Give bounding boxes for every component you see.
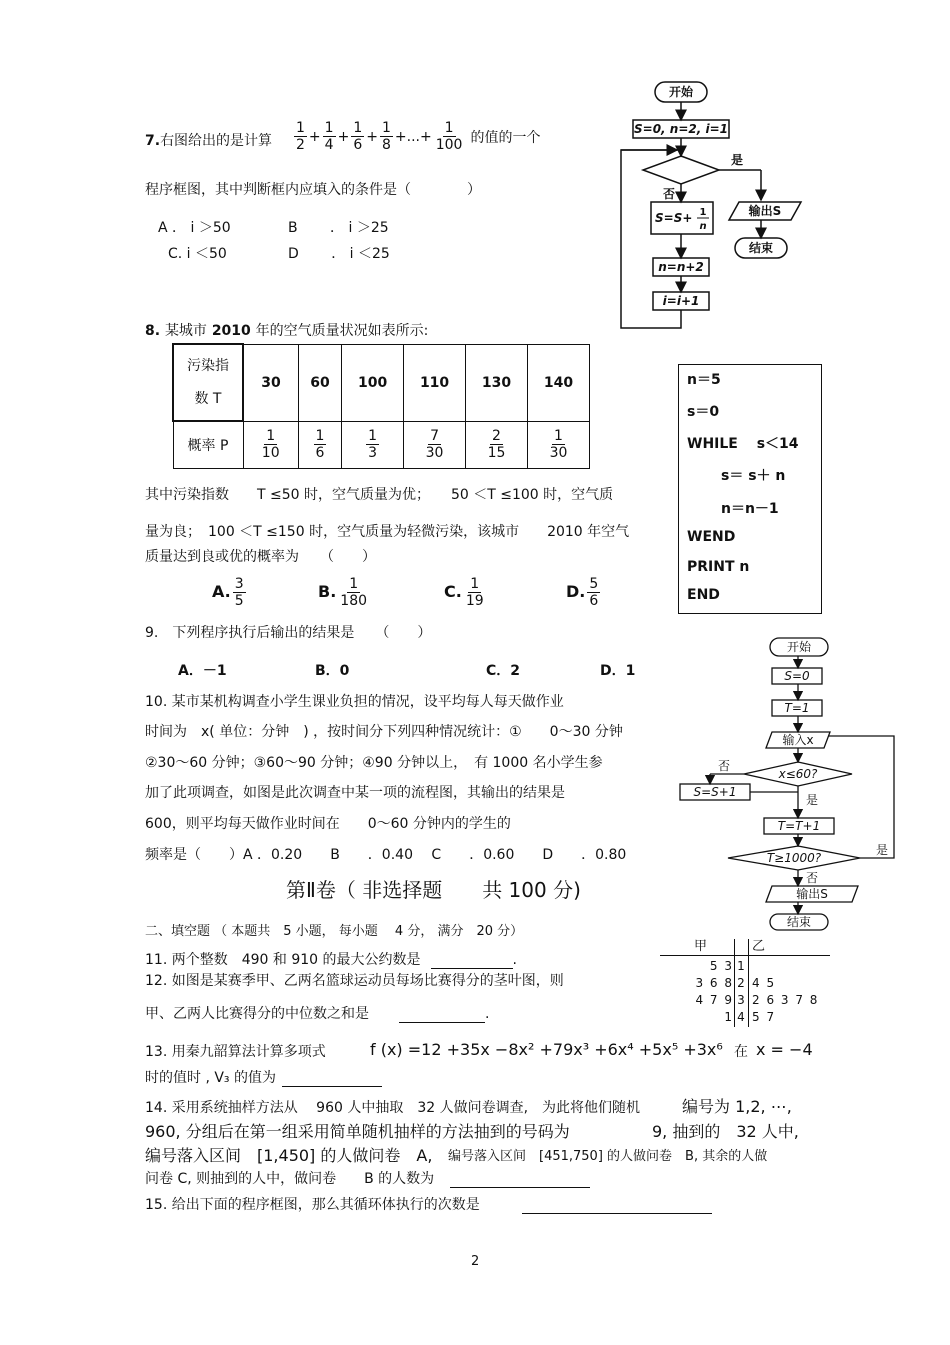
flow1-frac-den: n — [699, 221, 707, 232]
program-line: n＝n－1 — [721, 501, 779, 517]
q10-line: 时间为 x( 单位：分钟 ) ，按时间分下列四种情况统计：① 0～30 分钟 — [145, 724, 623, 740]
q9-option-b: B．0 — [315, 663, 350, 679]
flow2-input-label: 输入x — [782, 733, 814, 747]
p-cell: $\frac{1}{6}$ — [298, 421, 341, 468]
stem-leaf-left: 1 — [724, 1010, 732, 1024]
q14-line4: 问卷 C, 则抽到的人中，做问卷 B 的人数为 — [145, 1171, 590, 1188]
flow2-cond2-label: T≥1000? — [766, 851, 822, 865]
q11-answer-blank — [431, 968, 513, 969]
q8-option-d: D. $\frac{5}{6}$ — [566, 576, 599, 610]
q8-text1: 其中污染指数 T ≤50 时，空气质量为优； 50 ＜T ≤100 时，空气质 — [145, 487, 614, 503]
stem-leaf-left: 5 3 — [709, 959, 732, 973]
q8-option-b: B. $\frac{1}{180}$ — [318, 576, 368, 610]
flow2-t1-label: T=1 — [784, 701, 810, 715]
q7-option-c: C. i ＜50 — [168, 246, 227, 262]
flow2-output-label: 输出S — [796, 887, 828, 901]
q10-line: ②30～60 分钟；③60～90 分钟；④90 分钟以上， 有 1000 名小学生参 — [145, 755, 603, 771]
q13-line1: 13. 用秦九韶算法计算多项式 — [145, 1044, 326, 1060]
t-cell: 100 — [342, 344, 404, 421]
q10-line: 600，则平均每天做作业时间在 0～60 分钟内的学生的 — [145, 816, 511, 832]
part2-title: 第Ⅱ卷（ 非选择题 共 100 分) — [286, 878, 581, 902]
program-box — [678, 364, 822, 614]
q12-line2: 甲、乙两人比赛得分的中位数之和是 . — [145, 1006, 490, 1022]
flow2-yes1-label: 是 — [806, 793, 819, 807]
q14-line2: 960, 分组后在第一组采用简单随机抽样的方法抽到的号码为 — [145, 1122, 570, 1141]
flow1-start-label: 开始 — [668, 85, 694, 99]
stem-leaf-stem: 4 — [737, 1010, 745, 1024]
q7-series: $\frac{1}{2}$ + $\frac{1}{4}$ + $\frac{1}{6}$ + $\frac{1}{8}$ + ... + $\frac{1}{100}$ 的值的一个 — [296, 120, 541, 154]
p-cell: $\frac{1}{10}$ — [243, 421, 298, 468]
t-cell: 130 — [466, 344, 528, 421]
q7-option-d: D ． i ＜25 — [288, 246, 390, 262]
q8-option-c: C. $\frac{1}{19}$ — [444, 576, 484, 610]
q10-line: 10. 某市某机构调查小学生课业负担的情况，设平均每人每天做作业 — [145, 694, 564, 710]
q9-option-c: C．2 — [486, 663, 521, 679]
q13-at: 在 — [734, 1044, 748, 1060]
q8-lead: 8. 某城市 2010 年的空气质量状况如表所示: — [145, 323, 429, 339]
q15-answer-blank — [522, 1213, 712, 1214]
p-cell: $\frac{2}{15}$ — [466, 421, 528, 468]
q7-lead: 7.右图给出的是计算 — [145, 133, 273, 149]
q7-line2: 程序框图，其中判断框内应填入的条件是（ ） — [145, 182, 481, 198]
stem-leaf-left-title: 甲 — [694, 939, 708, 954]
q8-text3: 质量达到良或优的概率为 （ ） — [145, 549, 376, 565]
q8-option-a: A. $\frac{3}{5}$ — [212, 576, 244, 610]
q12-answer-blank — [399, 1022, 485, 1023]
program-line: s＝0 — [687, 404, 720, 420]
stem-leaf-stem: 2 — [737, 976, 745, 990]
flow2-no2-label: 否 — [806, 871, 819, 885]
q9-option-d: D．1 — [600, 663, 636, 679]
flow2-s-step-label: S=S+1 — [693, 785, 737, 799]
flow1-output-label: 输出S — [748, 204, 782, 218]
program-line: s＝ s＋ n — [721, 468, 786, 484]
q12-line1: 12. 如图是某赛季甲、乙两名篮球运动员每场比赛得分的茎叶图，则 — [145, 973, 564, 989]
air-quality-table — [172, 343, 590, 469]
p-cell: $\frac{7}{30}$ — [404, 421, 466, 468]
p-cell: $\frac{1}{30}$ — [527, 421, 589, 468]
q15: 15. 给出下面的程序框图，那么其循环体执行的次数是 — [145, 1197, 712, 1214]
flow2-end-label: 结束 — [786, 915, 812, 929]
flow2-no1-label: 否 — [718, 759, 731, 773]
q10-line: 加了此项调查，如图是此次调查中某一项的流程图，其输出的结果是 — [145, 785, 565, 801]
flow1-condition-diamond — [643, 156, 719, 184]
q9-option-a: A．－1 — [178, 663, 227, 679]
q9-stem: 9. 下列程序执行后输出的结果是 （ ） — [145, 625, 432, 641]
q8-text2: 量为良； 100 ＜T ≤150 时，空气质量为轻微污染，该城市 2010 年空气 — [145, 524, 630, 540]
flow1-frac-num: 1 — [699, 207, 707, 218]
stem-leaf-plot — [660, 935, 850, 1030]
flow2-cond1-label: x≤60? — [778, 767, 818, 781]
flowchart-2 — [674, 636, 906, 932]
q7-option-b: B ． i ＞25 — [288, 220, 389, 236]
q14-line3: 编号落入区间 [1,450] 的人做问卷 A, — [145, 1146, 433, 1165]
q13-polynomial: f (x) =12 +35x −8x² +79x³ +6x⁴ +5x⁵ +3x⁶ — [370, 1040, 723, 1059]
q11: 11. 两个整数 490 和 910 的最大公约数是 . — [145, 952, 517, 968]
program-line: WHILE s＜14 — [687, 436, 799, 452]
flow1-no-label: 否 — [663, 187, 676, 201]
stem-leaf-right-title: 乙 — [752, 939, 766, 954]
stem-leaf-left: 3 6 8 — [695, 976, 732, 990]
program-line: END — [687, 587, 720, 603]
q14-small3: 编号落入区间 [451,750] 的人做问卷 B, 其余的人做 — [448, 1149, 768, 1164]
flow1-init-label: S=0, n=2, i=1 — [634, 122, 728, 136]
t-cell: 140 — [527, 344, 589, 421]
flow2-start-label: 开始 — [786, 640, 812, 654]
stem-leaf-right: 4 5 — [752, 976, 775, 990]
program-line: WEND — [687, 529, 736, 545]
flow1-yes-label: 是 — [731, 153, 744, 167]
q13-answer-blank — [282, 1086, 382, 1087]
stem-leaf-left: 4 7 9 — [695, 993, 732, 1007]
flow2-yes2-label: 是 — [876, 843, 889, 857]
flow2-t-step-label: T=T+1 — [777, 819, 821, 833]
stem-leaf-stem: 3 — [737, 993, 745, 1007]
q14-line1: 14. 采用系统抽样方法从 960 人中抽取 32 人做问卷调查, 为此将他们随机 — [145, 1100, 641, 1116]
q14-big1: 编号为 1,2, ⋯, — [682, 1097, 792, 1116]
flow1-n-step-label: n=n+2 — [658, 260, 704, 274]
flow1-end-label: 结束 — [748, 241, 774, 255]
program-line: n＝5 — [687, 372, 721, 388]
stem-leaf-stem: 1 — [737, 959, 745, 973]
t-cell: 60 — [298, 344, 341, 421]
q13-xval: x = −4 — [756, 1040, 813, 1059]
flow1-i-step-label: i=i+1 — [662, 294, 700, 308]
t-cell: 30 — [243, 344, 298, 421]
q7-option-a: A ． i ＞50 — [158, 220, 231, 236]
stem-leaf-right: 2 6 3 7 8 — [752, 993, 818, 1007]
table-label-t: 污染指 数 T — [173, 344, 243, 421]
section-heading: 二、填空题 （ 本题共 5 小题， 每小题 4 分， 满分 20 分） — [145, 924, 524, 939]
program-line: PRINT n — [687, 559, 750, 575]
flow1-assign-label: S=S+ — [655, 211, 693, 225]
table-label-p: 概率 P — [173, 421, 243, 468]
q14-big2: 9, 抽到的 32 人中, — [652, 1122, 799, 1141]
stem-leaf-right: 5 7 — [752, 1010, 775, 1024]
q10-line: 频率是（ ）A ．0.20 B ．0.40 C ．0.60 D ．0.80 — [145, 847, 627, 863]
page-number: 2 — [471, 1254, 480, 1269]
flow2-s0-label: S=0 — [784, 669, 810, 683]
q14-answer-blank — [450, 1187, 590, 1188]
q13-line2: 时的值时 , V₃ 的值为 — [145, 1070, 382, 1087]
t-cell: 110 — [404, 344, 466, 421]
flowchart-1 — [615, 78, 815, 334]
p-cell: $\frac{1}{3}$ — [342, 421, 404, 468]
